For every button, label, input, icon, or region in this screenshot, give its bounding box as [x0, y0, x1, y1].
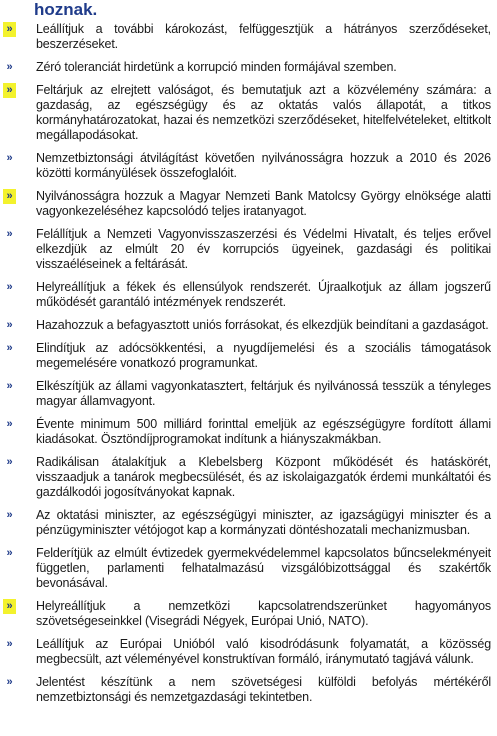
list-item-text: Az oktatási miniszter, az egészségügyi miniszter, az igazságügyi miniszter és a pénzügyminiszter vétójogot kap a kormányzati döntéshozatali mechanizmusban.	[36, 508, 491, 537]
bullet-marker-icon: »	[6, 281, 13, 293]
list-item	[0, 22, 497, 52]
bullet-marker-icon: »	[3, 599, 16, 614]
bullet-list	[0, 22, 497, 713]
bullet-marker-icon: »	[6, 638, 13, 650]
list-item	[0, 151, 497, 181]
bullet-marker-icon: »	[6, 380, 13, 392]
bullet-marker-icon: »	[3, 189, 16, 204]
list-item-text: Nemzetbiztonsági átvilágítást követően nyilvánosságra hozzuk a 2010 és 2026 közötti kormányülések összefoglalóit.	[36, 151, 491, 180]
list-item	[0, 675, 497, 705]
bullet-marker-icon: »	[6, 509, 13, 521]
list-item	[0, 341, 497, 371]
list-item	[0, 280, 497, 310]
list-item	[0, 637, 497, 667]
bullet-marker-icon: »	[6, 61, 13, 73]
list-item	[0, 455, 497, 500]
list-item	[0, 508, 497, 538]
bullet-marker-icon: »	[3, 22, 16, 37]
bullet-marker-icon: »	[6, 676, 13, 688]
list-item	[0, 546, 497, 591]
list-item-text: Zéró toleranciát hirdetünk a korrupció minden formájával szemben.	[36, 60, 397, 74]
list-item-text: Helyreállítjuk a fékek és ellensúlyok rendszerét. Újraalkotjuk az állam jogszerű működését garantáló intézmények rendszerét.	[36, 280, 491, 309]
list-item-text: Helyreállítjuk a nemzetközi kapcsolatrendszerünket hagyományos szövetségeseinkkel (Visegrádi Négyek, Európai Unió, NATO).	[36, 599, 491, 628]
list-item-text: Felállítjuk a Nemzeti Vagyonvisszaszerzési és Védelmi Hivatalt, és teljes erővel elkezdjük az elmúlt 20 év korrupciós ügyeinek, gazdasági és politikai visszaéléseinek a feltárását.	[36, 227, 491, 271]
list-item	[0, 599, 497, 629]
list-item	[0, 227, 497, 272]
list-item	[0, 189, 497, 219]
bullet-marker-icon: »	[6, 547, 13, 559]
list-item-text: Leállítjuk az Európai Unióból való kisodródásunk folyamatát, a közösség megbecsült, azt véleményével konstruktívan formáló, iránymutató tagjává válunk.	[36, 637, 491, 666]
bullet-marker-icon: »	[6, 456, 13, 468]
list-item-text: Hazahozzuk a befagyasztott uniós forrásokat, és elkezdjük beindítani a gazdaságot.	[36, 318, 489, 332]
list-item	[0, 83, 497, 143]
bullet-marker-icon: »	[6, 342, 13, 354]
list-item-text: Elindítjuk az adócsökkentési, a nyugdíjemelési és a szociális támogatások megemelésére vonatkozó programunkat.	[36, 341, 491, 370]
list-item-text: Felderítjük az elmúlt évtizedek gyermekvédelemmel kapcsolatos bűncselekményeit független, parlamenti felhatalmazású vizsgálóbizottsággal és szakértők bevonásával.	[36, 546, 491, 590]
list-item	[0, 379, 497, 409]
list-item-text: Radikálisan átalakítjuk a Klebelsberg Központ működését és hatáskörét, visszaadjuk a tanárok megbecsülését, és az iskolaigazgatók érdemi munkáltatói és gazdálkodói jogosítványokat kapnak.	[36, 455, 491, 499]
bullet-marker-icon: »	[6, 319, 13, 331]
bullet-marker-icon: »	[6, 152, 13, 164]
list-item-text: Feltárjuk az elrejtett valóságot, és bemutatjuk azt a közvélemény számára: a gazdaság, az egészségügy és az oktatás valós állapotát, a titkos kormányhatározatokat, hazai és nemzetközi szerződéseket, hitelfelvételeket, eltitkolt megállapodásokat.	[36, 83, 491, 142]
bullet-marker-icon: »	[6, 418, 13, 430]
list-item	[0, 60, 497, 75]
list-item	[0, 318, 497, 333]
list-item-text: Jelentést készítünk a nem szövetségesi külföldi befolyás mértékéről nemzetbiztonsági és nemzetgazdasági tekintetben.	[36, 675, 491, 704]
list-item-text: Leállítjuk a további károkozást, felfüggesztjük a hátrányos szerződéseket, beszerzéseket.	[36, 22, 491, 51]
list-item-text: Évente minimum 500 milliárd forinttal emeljük az egészségügyre fordított állami kiadásokat. Ösztöndíjprogramokat indítunk a hiányszakmákban.	[36, 417, 491, 446]
bullet-marker-icon: »	[3, 83, 16, 98]
list-item-text: Elkészítjük az állami vagyonkataszter​t, feltárjuk és nyilvánossá tesszük a tényleges magyar államvagyont.	[36, 379, 491, 408]
list-item	[0, 417, 497, 447]
section-heading: hoznak.	[34, 0, 98, 19]
list-item-text: Nyilvánosságra hozzuk a Magyar Nemzeti Bank Matolcsy György elnöksége alatti vagyonkezeléséhez kapcsolódó teljes iratanyagot.	[36, 189, 491, 218]
bullet-marker-icon: »	[6, 228, 13, 240]
